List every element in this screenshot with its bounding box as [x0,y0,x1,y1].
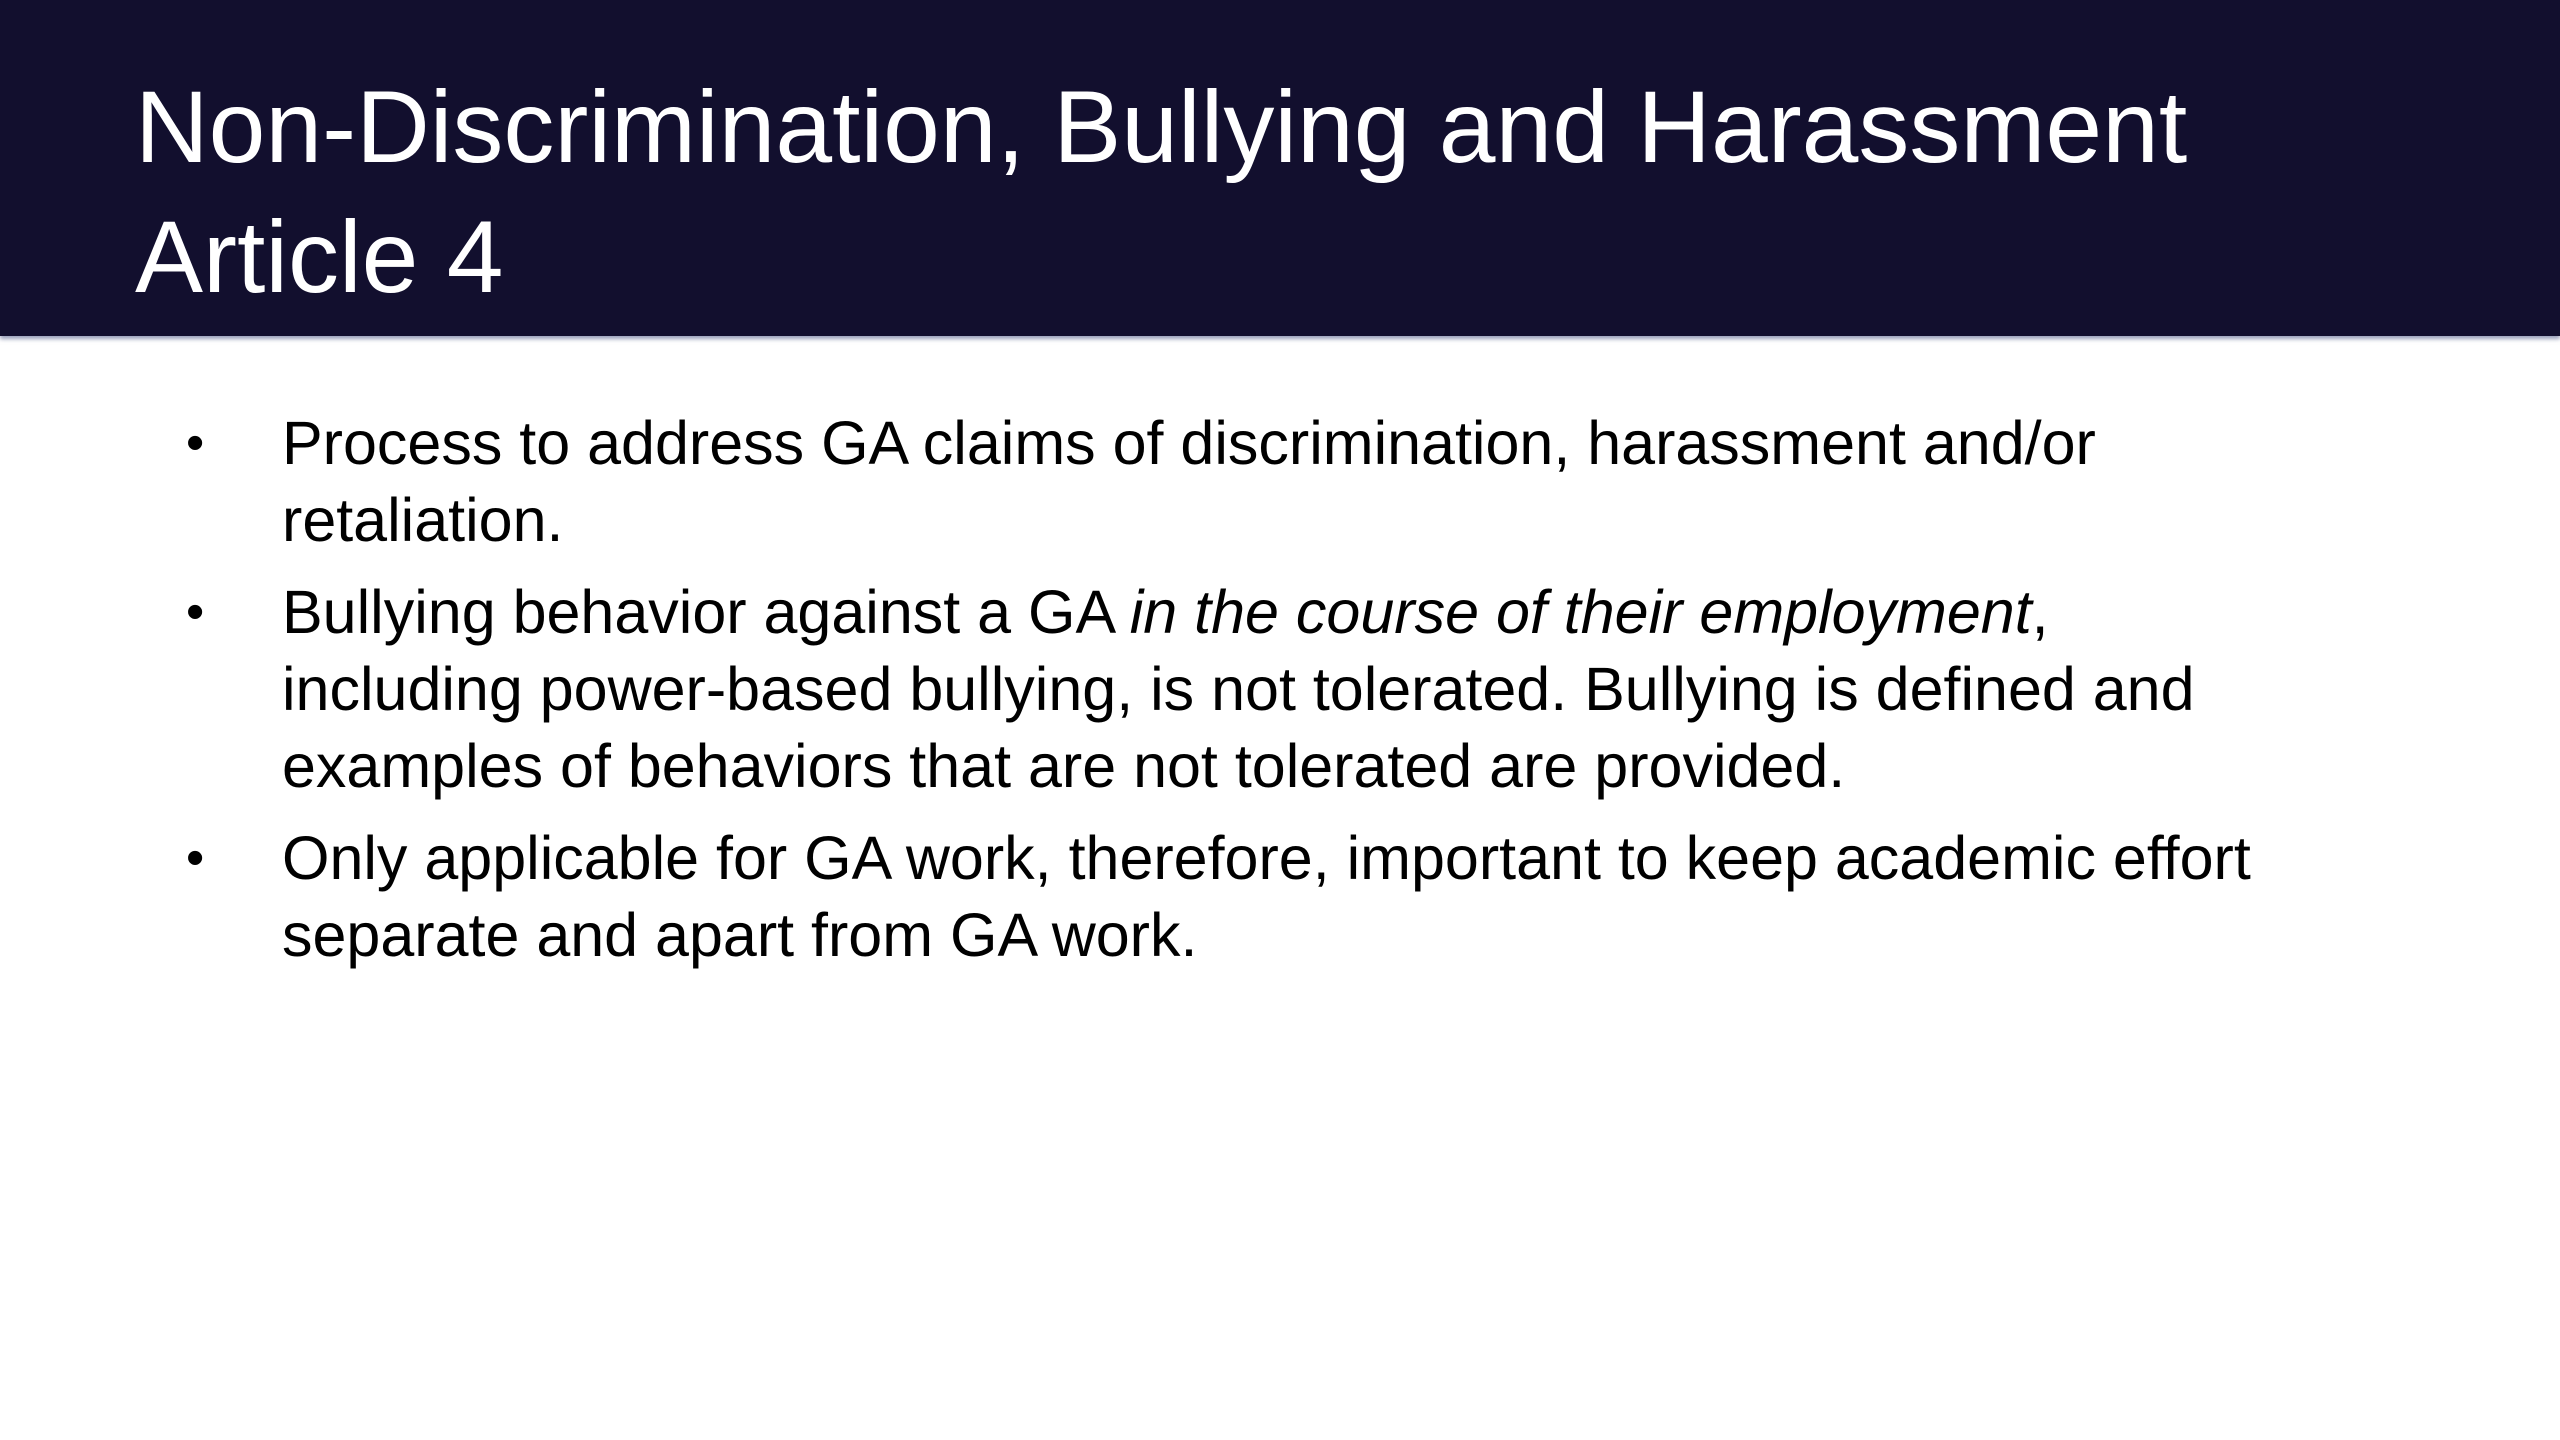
bullet-item-scope [0,820,2482,974]
bullet-text-line: including power-based bullying, is not tolerated. Bullying is defined and [282,655,2195,723]
slide-title [135,62,2187,322]
slide-title-line-1: Non-Discrimination, Bullying and Harassment [135,70,2188,184]
bullet-text-line: examples of behaviors that are not tolerated are provided. [282,732,1846,800]
bullet-list [0,405,2560,989]
bullet-text-line: Only applicable for GA work, therefore, important to keep academic effort [282,824,2251,892]
bullet-text-segment: , [2031,578,2049,646]
bullet-text-line: Process to address GA claims of discrimination, harassment and/or [282,409,2096,477]
bullet-item-bullying-policy [0,574,2482,805]
slide-title-line-2: Article 4 [135,200,504,314]
title-banner [0,0,2560,336]
bullet-text-line: retaliation. [282,486,564,554]
bullet-text-segment: Bullying behavior against a GA [282,578,1130,646]
bullet-icon: • [186,414,205,472]
bullet-text-line: separate and apart from GA work. [282,901,1198,969]
bullet-item-grievance-process [0,405,2482,559]
bullet-icon: • [186,583,205,641]
bullet-icon: • [186,829,205,887]
bullet-text-emphasis: in the course of their employment [1129,578,2032,646]
bullet-text-line [282,574,2482,651]
